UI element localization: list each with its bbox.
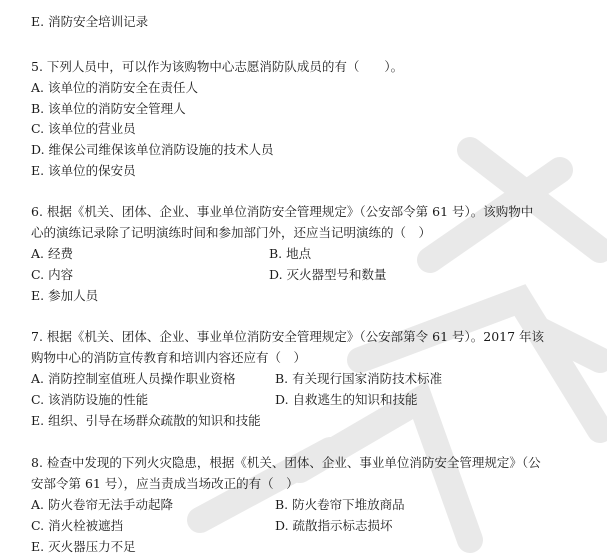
- q6-option-b: B. 地点: [269, 246, 312, 261]
- q4-option-e: E. 消防安全培训记录: [31, 14, 149, 29]
- q8-stem-line1: 8. 检查中发现的下列火灾隐患，根据《机关、团体、企业、事业单位消防安全管理规定》（公: [31, 455, 541, 470]
- q8-option-c: C. 消火栓被遮挡: [31, 518, 124, 533]
- q7-option-e: E. 组织、引导在场群众疏散的知识和技能: [31, 413, 261, 428]
- q7-option-d: D. 自救逃生的知识和技能: [275, 392, 418, 407]
- q6-option-a: A. 经费: [31, 246, 73, 261]
- q7-stem-line1: 7. 根据《机关、团体、企业、事业单位消防安全管理规定》（公安部第令 61 号）。2017 年该: [31, 329, 545, 344]
- q6-stem-line2: 心的演练记录除了记明演练时间和参加部门外，还应当记明演练的（ ）: [31, 225, 432, 240]
- q8-option-b: B. 防火卷帘下堆放商品: [275, 497, 405, 512]
- q7-option-c: C. 该消防设施的性能: [31, 392, 149, 407]
- q8-stem-line2: 安部令第 61 号），应当责成当场改正的有（ ）: [31, 476, 299, 491]
- q7-option-a: A. 消防控制室值班人员操作职业资格: [31, 371, 236, 386]
- q6-option-e: E. 参加人员: [31, 288, 99, 303]
- q5-option-d: D. 维保公司维保该单位消防设施的技术人员: [31, 142, 274, 157]
- q6-stem-line1: 6. 根据《机关、团体、企业、事业单位消防安全管理规定》（公安部令第 61 号）。该购物中: [31, 204, 534, 219]
- q5-option-c: C. 该单位的营业员: [31, 121, 136, 136]
- q6-option-d: D. 灭火器型号和数量: [269, 267, 387, 282]
- q5-option-e: E. 该单位的保安员: [31, 163, 136, 178]
- q7-stem-line2: 购物中心的消防宣传教育和培训内容还应有（ ）: [31, 350, 307, 365]
- q8-option-a: A. 防火卷帘无法手动起降: [31, 497, 173, 512]
- q5-option-a: A. 该单位的消防安全在责任人: [31, 80, 198, 95]
- q8-option-d: D. 疏散指示标志损坏: [275, 518, 393, 533]
- q6-option-c: C. 内容: [31, 267, 74, 282]
- q8-option-e: E. 灭火器压力不足: [31, 539, 136, 554]
- q5-option-b: B. 该单位的消防安全管理人: [31, 101, 186, 116]
- q5-stem: 5. 下列人员中，可以作为该购物中心志愿消防队成员的有（ ）。: [31, 59, 404, 74]
- q7-option-b: B. 有关现行国家消防技术标准: [275, 371, 443, 386]
